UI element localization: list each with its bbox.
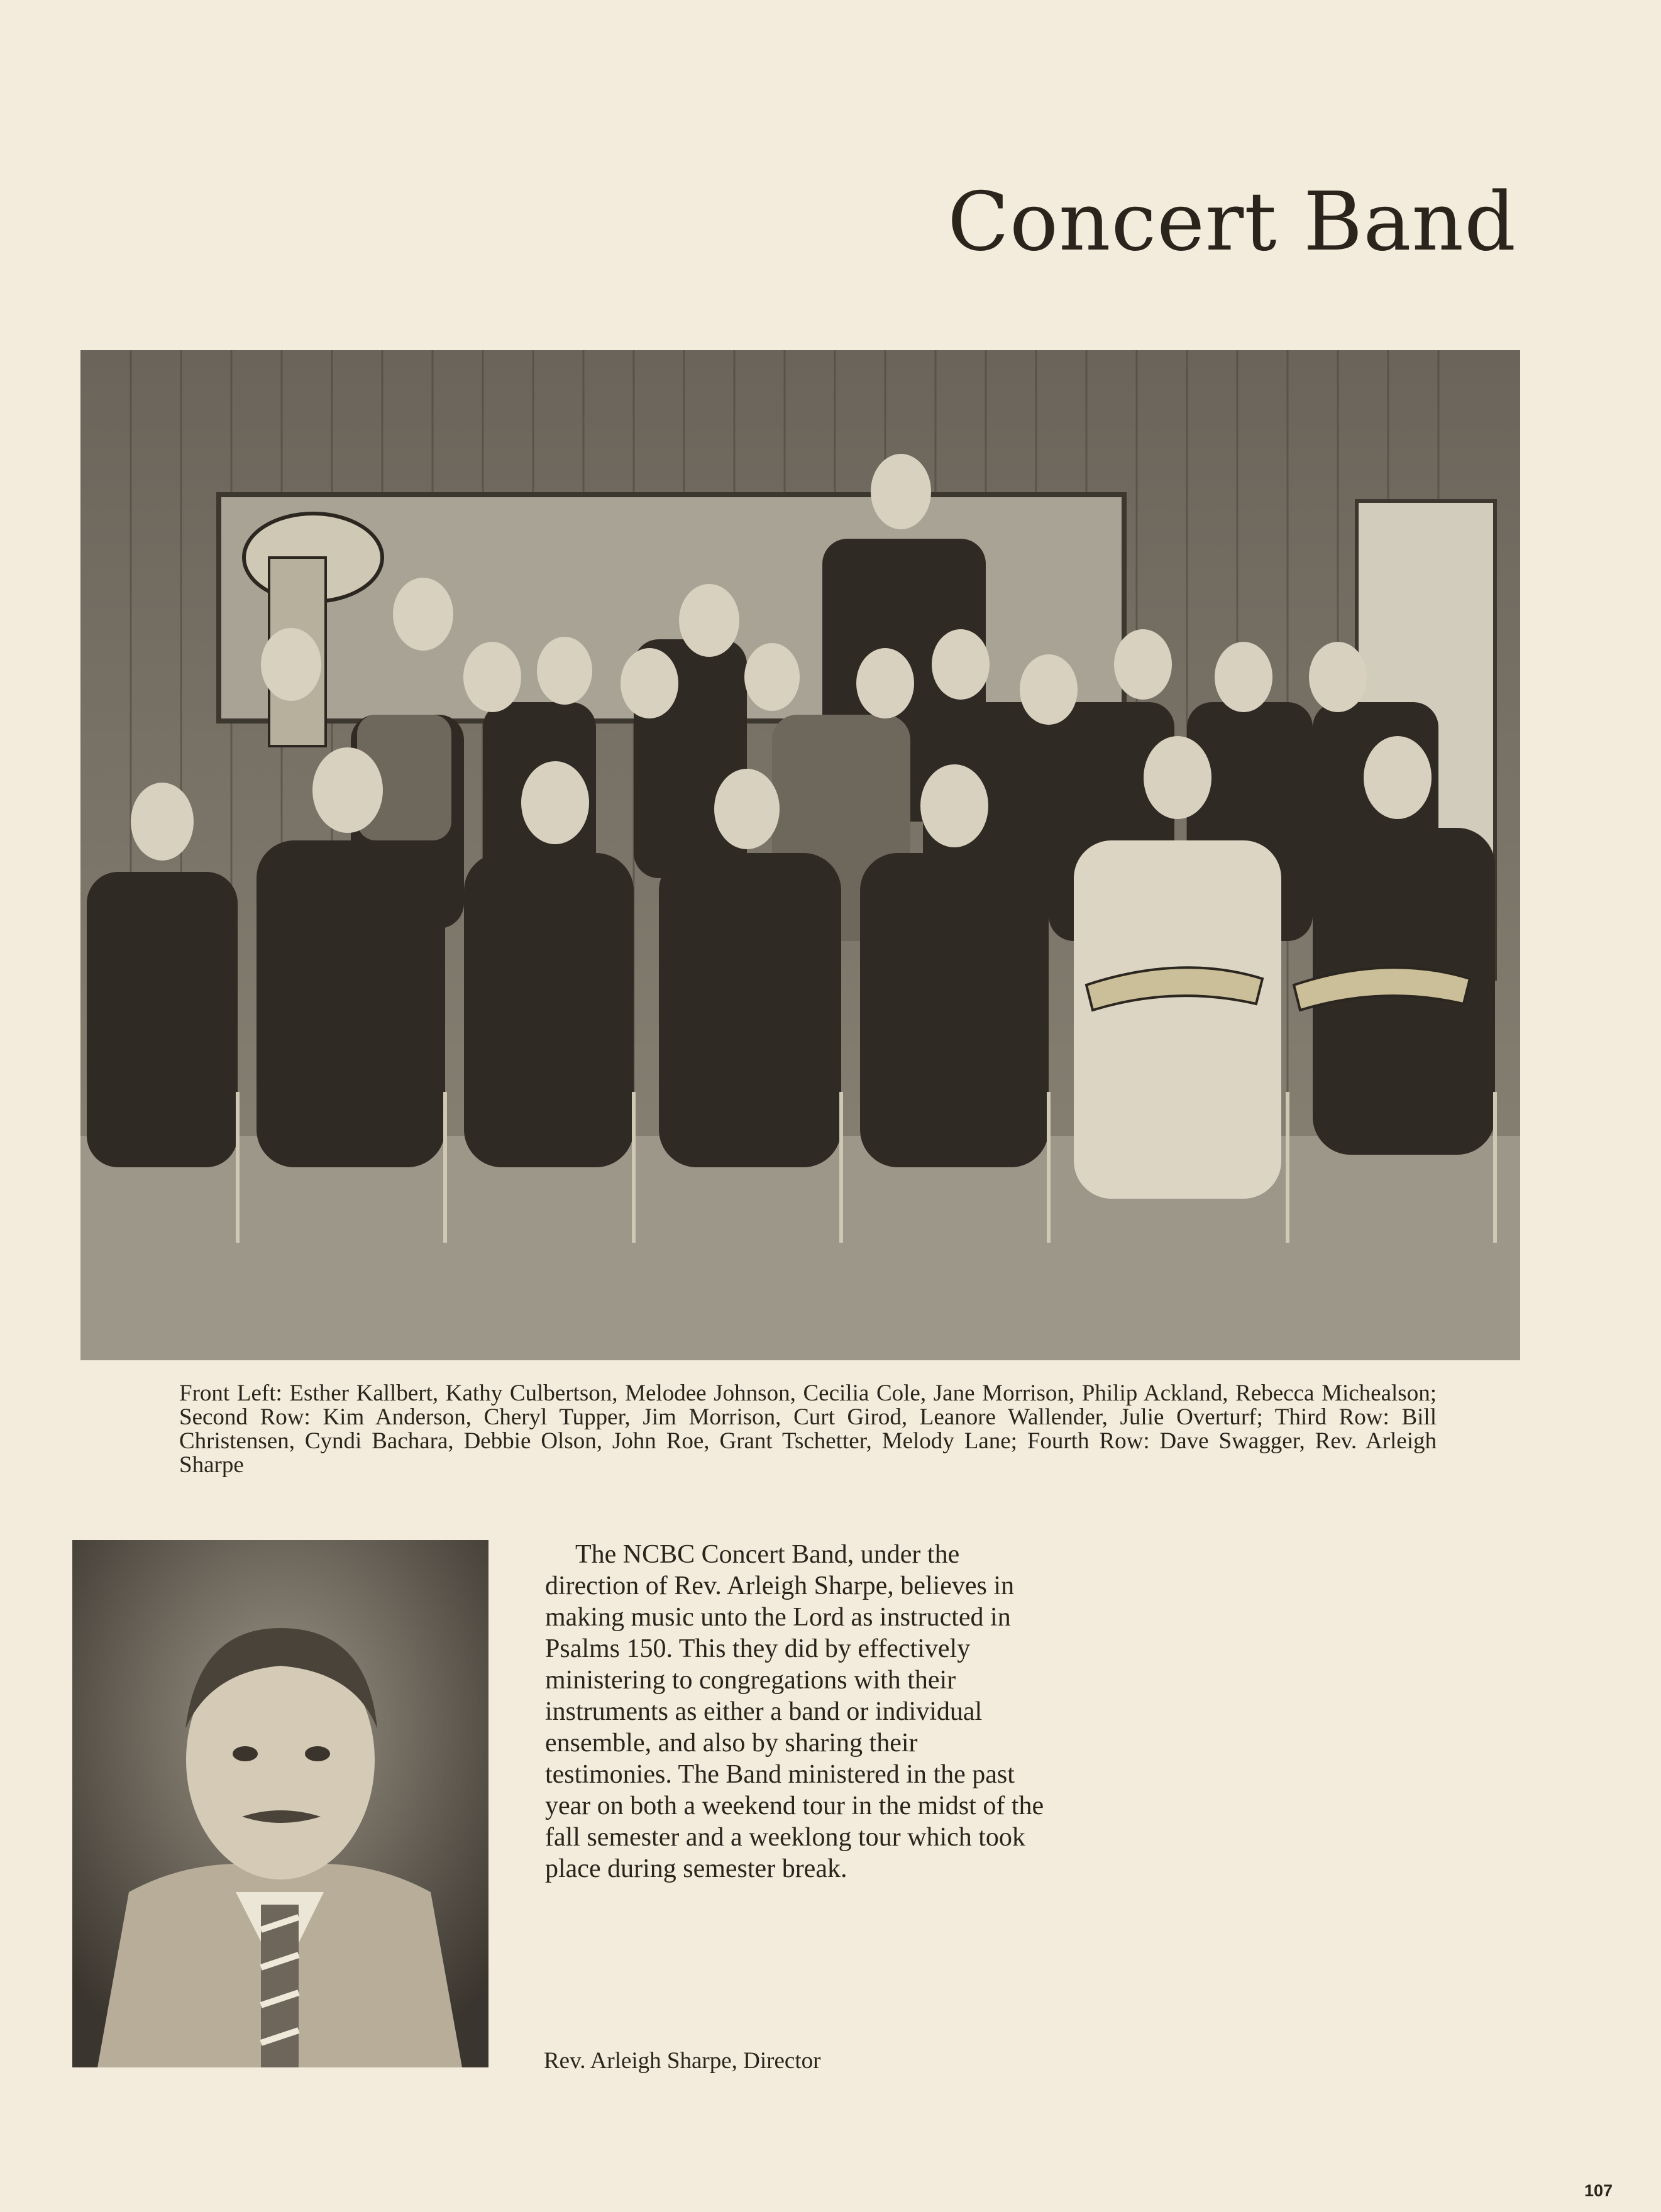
director-photo-caption: Rev. Arleigh Sharpe, Director [544, 2048, 821, 2074]
page-title: Concert Band [947, 175, 1516, 269]
band-group-photo [80, 350, 1520, 1360]
director-portrait-photo [72, 1540, 488, 2067]
article-body-text: The NCBC Concert Band, under the direction of Rev. Arleigh Sharpe, believes in making music unto the Lord as instructed in Psalms 150. This they did by effectively ministering to congregations with their instruments as either a band or individual ensemble, and also by sharing their testimonies. The Band ministered in the past year on both a weekend tour in the midst of the fall semester and a weeklong tour which took place during semester break. [545, 1540, 1044, 1883]
band-photo-caption: Front Left: Esther Kallbert, Kathy Culbertson, Melodee Johnson, Cecilia Cole, Jane Morrison, Philip Ackland, Rebecca Michealson; Second Row: Kim Anderson, Cheryl Tupper, Jim Morrison, Curt Girod, Leanore Wallender, Julie Overturf; Third Row: Bill Christensen, Cyndi Bachara, Debbie Olson, John Roe, Grant Tschetter, Melody Lane; Fourth Row: Dave Swagger, Rev. Arleigh Sharpe [179, 1380, 1437, 1478]
page-number: 107 [1584, 2181, 1613, 2200]
